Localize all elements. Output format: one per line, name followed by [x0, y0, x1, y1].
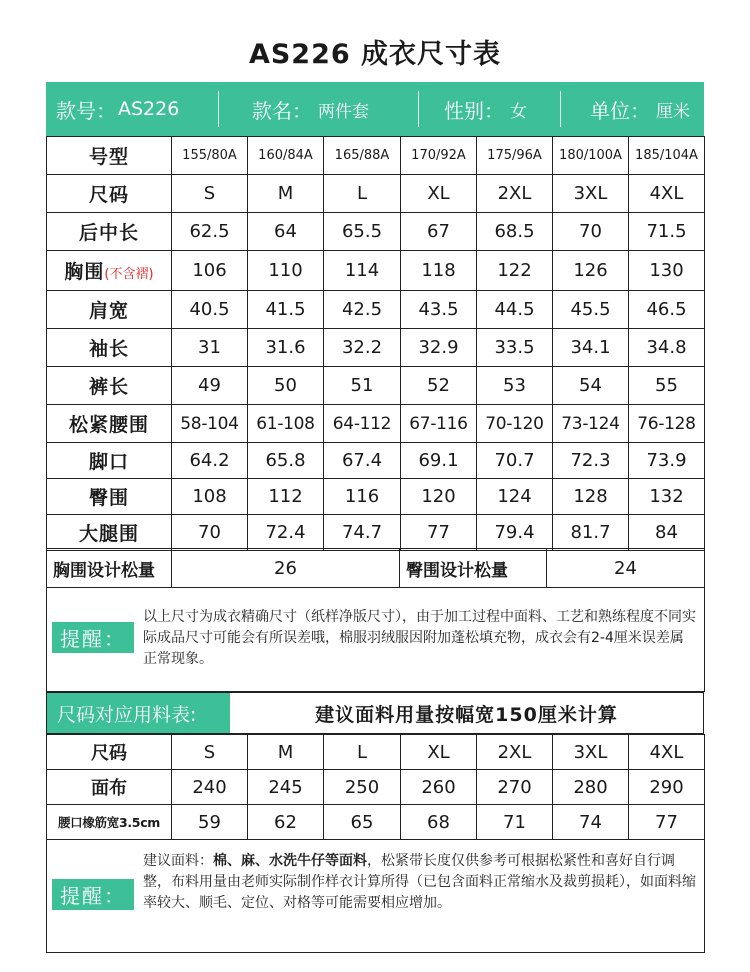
- size-cell: 51: [324, 367, 401, 405]
- size-cell: M: [248, 175, 324, 213]
- product-info-bar: [46, 82, 704, 136]
- ease-row: [47, 549, 705, 588]
- size-cell: 118: [401, 251, 477, 291]
- size-cell: 62.5: [172, 213, 248, 251]
- size-row-label: [47, 175, 172, 213]
- size-cell: 72.3: [553, 443, 629, 479]
- size-cell: 32.9: [401, 329, 477, 367]
- size-row-label-text: 尺码: [88, 184, 129, 206]
- fabric-row: [47, 770, 705, 805]
- reminder-text-2: [143, 851, 696, 914]
- hip-ease-label: 臀围设计松量: [400, 549, 547, 588]
- size-cell: 106: [172, 251, 248, 291]
- size-cell: 50: [248, 367, 324, 405]
- size-cell: 64: [248, 213, 324, 251]
- fabric-row-label: 面布: [47, 770, 172, 805]
- fabric-cell: 59: [172, 805, 248, 840]
- size-row-label-text: 大腿围: [78, 523, 139, 545]
- fabric-cell: 71: [477, 805, 553, 840]
- size-cell: 79.4: [477, 515, 553, 551]
- size-cell: 31: [172, 329, 248, 367]
- size-cell: 70: [553, 213, 629, 251]
- size-cell: 65.8: [248, 443, 324, 479]
- fabric-row-label: 腰口橡筋宽3.5cm: [47, 805, 172, 840]
- size-row-label: [47, 329, 172, 367]
- size-cell: 68.5: [477, 213, 553, 251]
- size-cell: 71.5: [629, 213, 705, 251]
- size-cell: 54: [553, 367, 629, 405]
- size-cell: L: [324, 175, 401, 213]
- size-cell: 70.7: [477, 443, 553, 479]
- fabric-cell: 290: [629, 770, 705, 805]
- size-cell: 55: [629, 367, 705, 405]
- fabric-row: [47, 805, 705, 840]
- size-row-label: [47, 137, 172, 175]
- size-row: [47, 213, 705, 251]
- size-cell: 70-120: [477, 405, 553, 443]
- reminder-text-1: 以上尺寸为成衣精确尺寸（纸样净版尺寸），由于加工过程中面料、工艺和熟练程度不同实际成品尺寸可能会有所误差哦，棉服羽绒服因附加蓬松填充物，成衣会有2-4厘米误差属正常现象。: [143, 609, 696, 667]
- fabric-cell: 250: [324, 770, 401, 805]
- size-cell: 49: [172, 367, 248, 405]
- fabric-cell: M: [248, 735, 324, 770]
- size-row: [47, 251, 705, 291]
- fabric-cell: 240: [172, 770, 248, 805]
- chest-ease-label: 胸围设计松量: [47, 549, 172, 588]
- size-cell: 2XL: [477, 175, 553, 213]
- size-row: [47, 479, 705, 515]
- ease-table: [46, 548, 705, 588]
- size-row-label-text: 臀围: [88, 487, 129, 509]
- size-row: [47, 515, 705, 551]
- size-cell: 126: [553, 251, 629, 291]
- fabric-cell: XL: [401, 735, 477, 770]
- fabric-cell: 2XL: [477, 735, 553, 770]
- size-row: [47, 175, 705, 213]
- fabric-cell: 4XL: [629, 735, 705, 770]
- size-cell: 46.5: [629, 291, 705, 329]
- size-cell: 70: [172, 515, 248, 551]
- size-cell: 120: [401, 479, 477, 515]
- fabric-usage-table: [46, 734, 705, 840]
- size-cell: 40.5: [172, 291, 248, 329]
- style-number-value: AS226: [118, 98, 180, 120]
- reminder-tag-2: 提醒：: [52, 879, 134, 910]
- unit-value: 厘米: [656, 101, 690, 122]
- reminder-box-2: [46, 838, 705, 953]
- fabric-row-label: 尺码: [47, 735, 172, 770]
- fabric-cell: 245: [248, 770, 324, 805]
- size-cell: 124: [477, 479, 553, 515]
- size-row-label: [47, 367, 172, 405]
- size-cell: 53: [477, 367, 553, 405]
- size-cell: 110: [248, 251, 324, 291]
- size-cell: 74.7: [324, 515, 401, 551]
- size-cell: 61-108: [248, 405, 324, 443]
- size-cell: 175/96A: [477, 137, 553, 175]
- size-cell: 34.1: [553, 329, 629, 367]
- style-number-label: 款号：: [56, 98, 116, 123]
- reminder-tag-1: 提醒：: [52, 622, 134, 653]
- fabric-cell: 74: [553, 805, 629, 840]
- fabric-cell: S: [172, 735, 248, 770]
- size-cell: 64-112: [324, 405, 401, 443]
- size-row: [47, 405, 705, 443]
- size-cell: 31.6: [248, 329, 324, 367]
- size-cell: 32.2: [324, 329, 401, 367]
- size-cell: 185/104A: [629, 137, 705, 175]
- hip-ease-value: 24: [547, 549, 705, 588]
- gender: [418, 82, 560, 136]
- fabric-cell: 3XL: [553, 735, 629, 770]
- size-cell: 33.5: [477, 329, 553, 367]
- size-cell: 130: [629, 251, 705, 291]
- fabric-cell: 77: [629, 805, 705, 840]
- size-cell: S: [172, 175, 248, 213]
- size-chart-table: [46, 136, 705, 551]
- fabric-cell: 65: [324, 805, 401, 840]
- style-name: [218, 82, 418, 136]
- unit: [560, 82, 704, 136]
- fabric-cell: 270: [477, 770, 553, 805]
- size-cell: 128: [553, 479, 629, 515]
- size-cell: 3XL: [553, 175, 629, 213]
- size-row-label-text: 松紧腰围: [68, 414, 149, 436]
- size-cell: 42.5: [324, 291, 401, 329]
- reminder-box-1: [46, 587, 705, 692]
- size-cell: 84: [629, 515, 705, 551]
- size-cell: 72.4: [248, 515, 324, 551]
- size-row: [47, 137, 705, 175]
- size-row-label-text: 袖长: [88, 338, 129, 360]
- size-row-label-text: 胸围: [64, 261, 105, 283]
- size-cell: 132: [629, 479, 705, 515]
- fabric-cell: 68: [401, 805, 477, 840]
- reminder-text-2-rest: ，松紧带长度仅供参考可根据松紧性和喜好自行调整，布料用量由老师实际制作样衣计算所得（已包含面料正常缩水及裁剪损耗），如面料缩率较大、顺毛、定位、对格等可能需要相应增加。: [143, 853, 696, 911]
- size-cell: 52: [401, 367, 477, 405]
- size-cell: 122: [477, 251, 553, 291]
- size-cell: 112: [248, 479, 324, 515]
- size-cell: 65.5: [324, 213, 401, 251]
- unit-label: 单位：: [590, 98, 650, 123]
- size-cell: 81.7: [553, 515, 629, 551]
- size-row-label-text: 裤长: [88, 376, 129, 398]
- reminder-text-2-bold: 棉、麻、水洗牛仔等面料: [213, 853, 367, 869]
- size-cell: XL: [401, 175, 477, 213]
- size-cell: 116: [324, 479, 401, 515]
- fabric-usage-header: [46, 692, 704, 734]
- fabric-cell: 280: [553, 770, 629, 805]
- size-row-label-text: 后中长: [78, 222, 139, 244]
- size-cell: 160/84A: [248, 137, 324, 175]
- size-cell: 180/100A: [553, 137, 629, 175]
- fabric-cell: 62: [248, 805, 324, 840]
- size-cell: 170/92A: [401, 137, 477, 175]
- gender-value: 女: [510, 101, 527, 122]
- size-row-label: [47, 515, 172, 551]
- size-row-label: [47, 213, 172, 251]
- size-cell: 41.5: [248, 291, 324, 329]
- size-row-label-text: 号型: [88, 146, 129, 168]
- reminder-text-2-prefix: 建议面料：: [143, 853, 213, 869]
- fabric-row: [47, 735, 705, 770]
- size-cell: 64.2: [172, 443, 248, 479]
- size-cell: 58-104: [172, 405, 248, 443]
- size-row-note: (不含褶): [104, 267, 154, 282]
- size-row-label: [47, 443, 172, 479]
- fabric-cell: L: [324, 735, 401, 770]
- size-row: [47, 443, 705, 479]
- size-cell: 165/88A: [324, 137, 401, 175]
- style-number: [46, 82, 218, 136]
- fabric-usage-heading: 建议面料用量按幅宽150厘米计算: [315, 703, 618, 726]
- size-cell: 67: [401, 213, 477, 251]
- size-row: [47, 291, 705, 329]
- size-cell: 108: [172, 479, 248, 515]
- size-row-label: [47, 291, 172, 329]
- size-cell: 73.9: [629, 443, 705, 479]
- chest-ease-value: 26: [172, 549, 400, 588]
- size-cell: 77: [401, 515, 477, 551]
- size-row: [47, 367, 705, 405]
- size-cell: 4XL: [629, 175, 705, 213]
- style-name-label: 款名：: [252, 98, 312, 123]
- size-cell: 34.8: [629, 329, 705, 367]
- size-cell: 67-116: [401, 405, 477, 443]
- gender-label: 性别：: [444, 98, 504, 123]
- size-row-label: [47, 479, 172, 515]
- size-row-label-text: 肩宽: [88, 300, 129, 322]
- size-cell: 73-124: [553, 405, 629, 443]
- size-cell: 69.1: [401, 443, 477, 479]
- size-row: [47, 329, 705, 367]
- fabric-cell: 260: [401, 770, 477, 805]
- size-cell: 44.5: [477, 291, 553, 329]
- size-cell: 155/80A: [172, 137, 248, 175]
- size-cell: 45.5: [553, 291, 629, 329]
- size-row-label: [47, 405, 172, 443]
- size-row-label: [47, 251, 172, 291]
- size-cell: 76-128: [629, 405, 705, 443]
- page-title: AS226 成衣尺寸表: [248, 39, 502, 70]
- fabric-usage-tag: 尺码对应用料表:: [47, 693, 230, 733]
- style-name-value: 两件套: [318, 101, 369, 122]
- size-cell: 43.5: [401, 291, 477, 329]
- size-row-label-text: 脚口: [88, 451, 129, 473]
- size-cell: 114: [324, 251, 401, 291]
- size-cell: 67.4: [324, 443, 401, 479]
